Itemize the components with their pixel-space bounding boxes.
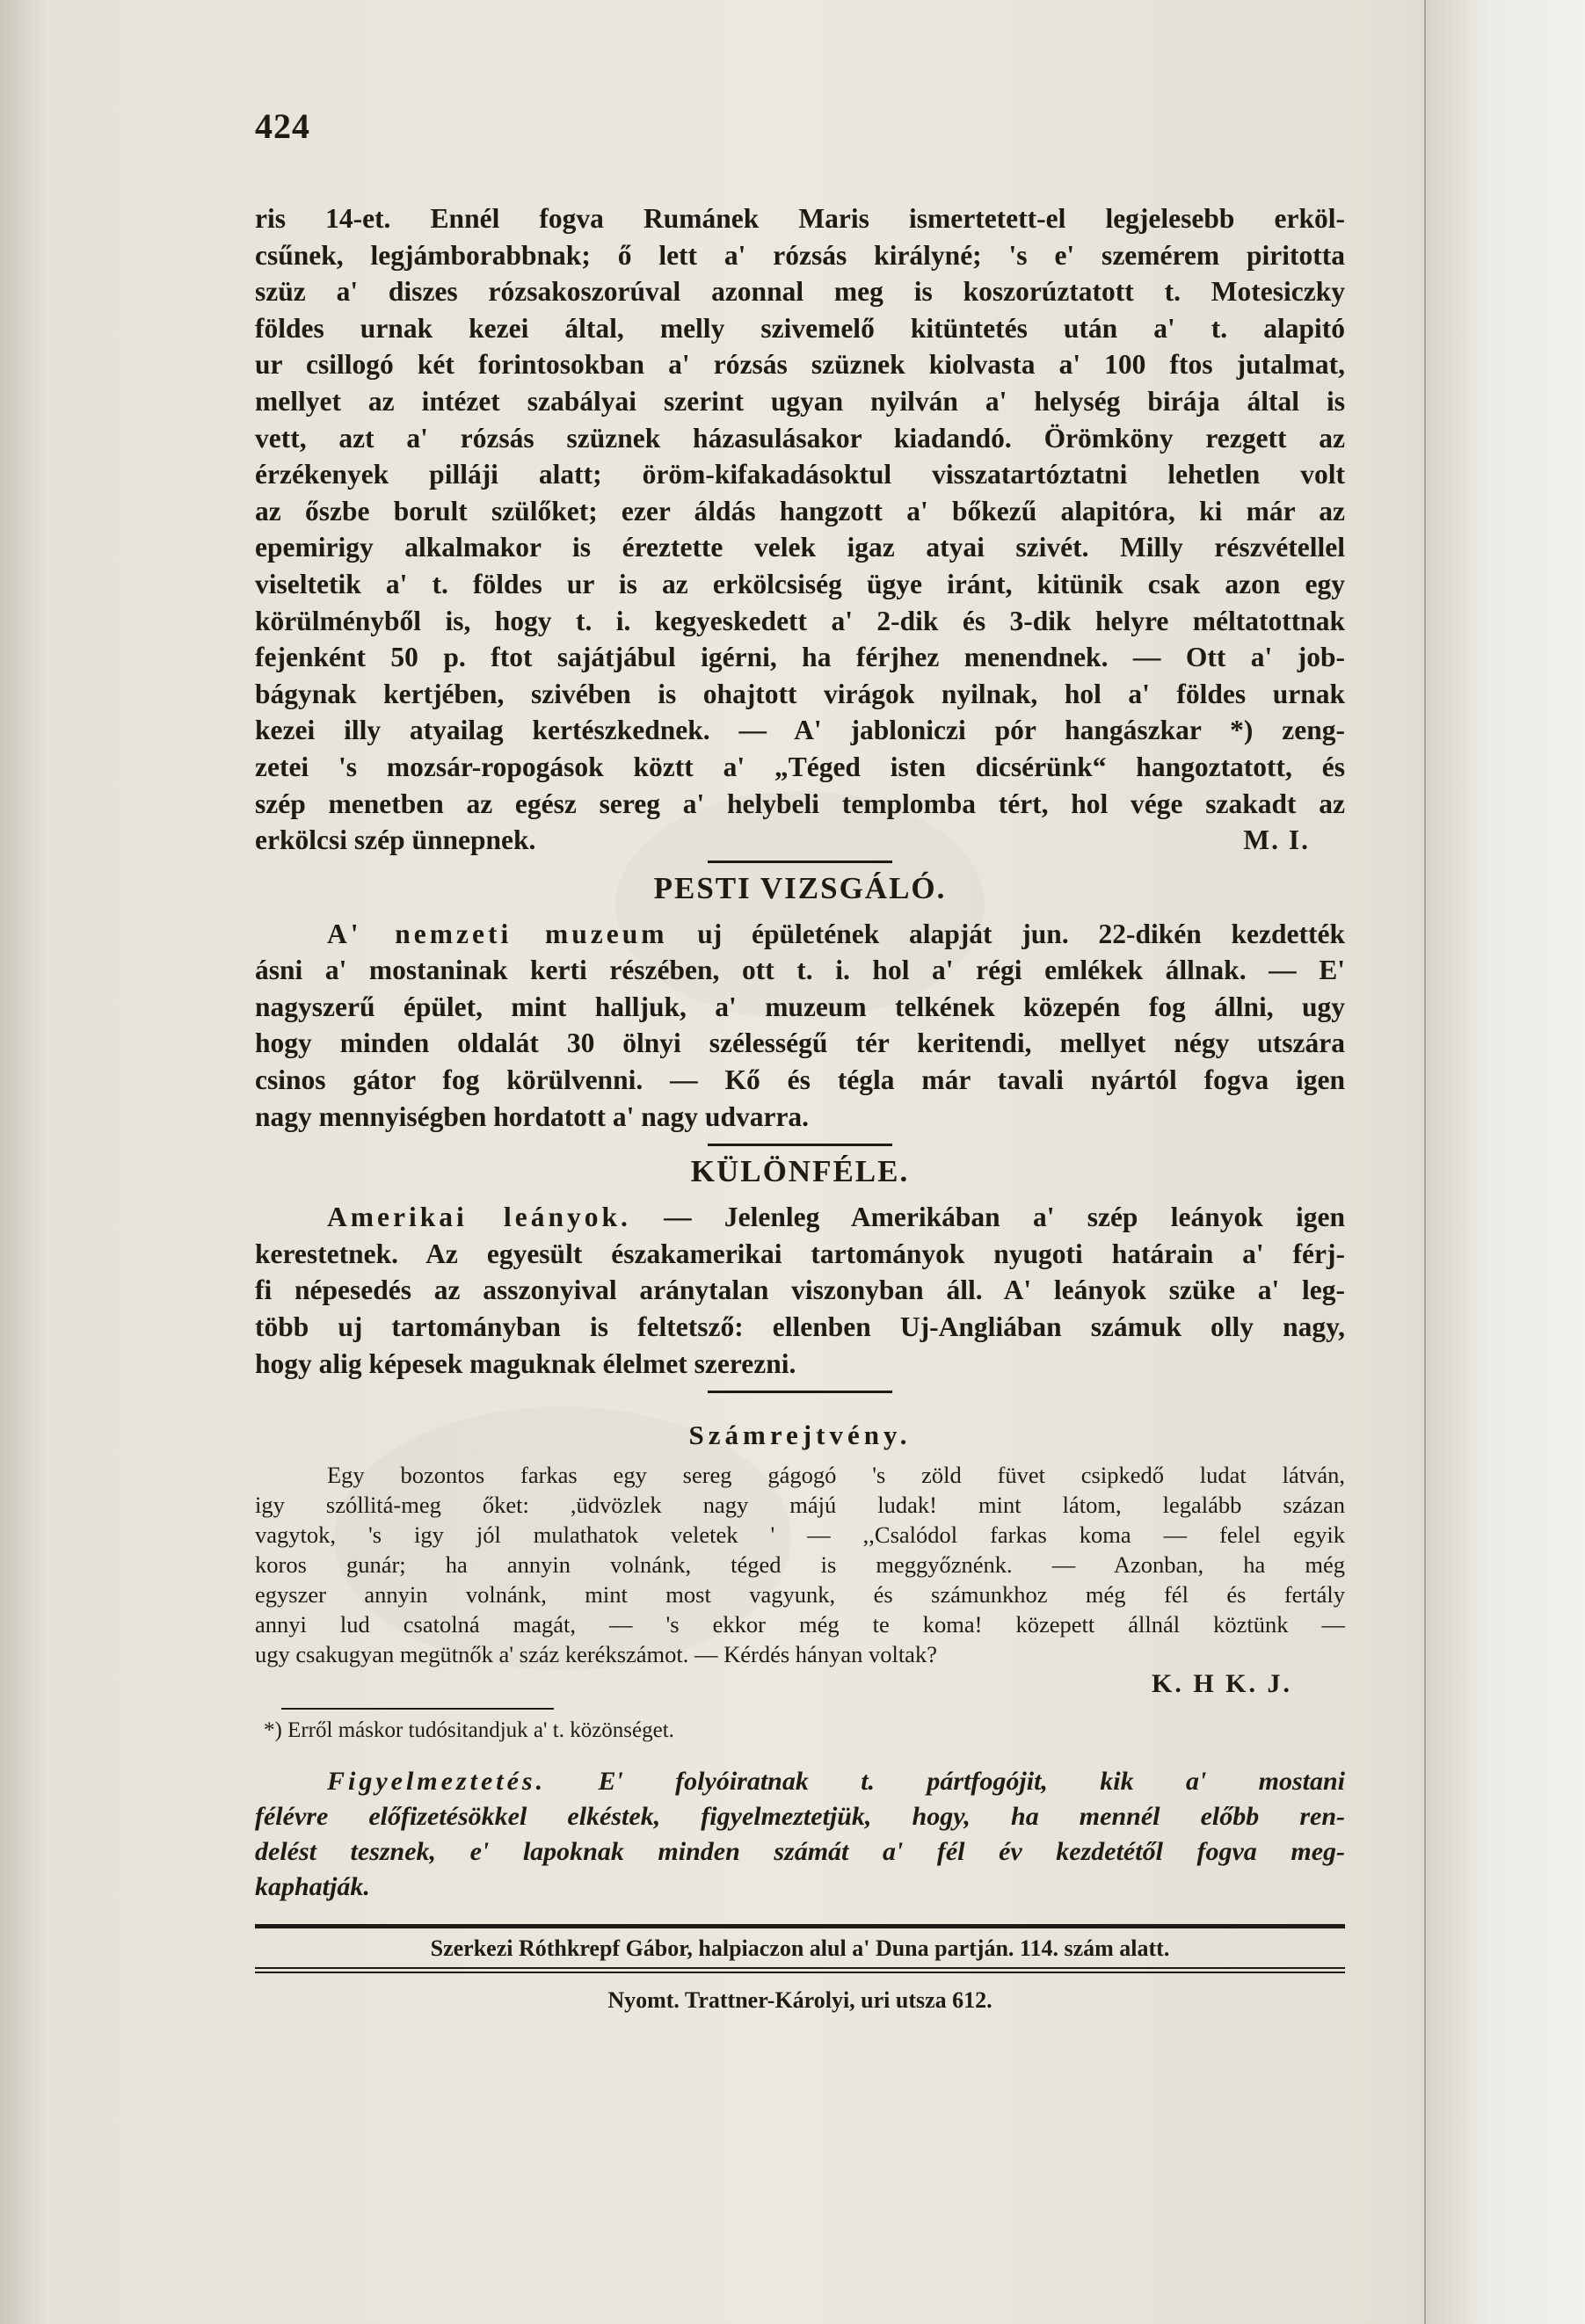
author-initials: M. I. [1243,824,1310,856]
lead-phrase: A' nemzeti muzeum [327,918,668,949]
riddle-title: Számrejtvény. [688,1420,912,1451]
text-line [255,916,1345,953]
text-line: mellyet az intézet szabályai szerint ugyan nyilván a' helység birája által is [255,385,1345,417]
text-line: nagyszerű épület, mint halljuk, a' muzeum telkének közepén fog állni, ugy [255,991,1345,1022]
text-line: delést tesznek, e' lapoknak minden számát a' fél év kezdetétől fogva meg- [255,1837,1345,1867]
riddle-text [255,1460,1345,1699]
section-divider [708,861,892,863]
section-heading-pesti-vizsgalo: PESTI VIZSGÁLÓ. [653,870,947,905]
body-text [255,200,1345,2015]
text-line: annyi lud csatolná magát, — 's ekkor még te koma! közepett állnál köztünk — [255,1611,1345,1638]
text-line: körülményből is, hogy t. i. kegyeskedett a' 2-dik és 3-dik helyre méltatottnak [255,605,1345,636]
text-line: vagytok, 's igy jól mulathatok veletek ' — ,,Csalódol farkas koma — felel egyik [255,1521,1345,1549]
text-line: csűnek, legjámborabbnak; ő lett a' rózsás királyné; 's e' szemérem piritotta [255,239,1345,271]
text-line: hogy alig képesek maguknak élelmet szerezni. [255,1347,796,1379]
text-line: bágynak kertjében, szivében is ohajtott virágok nyilnak, hol a' földes urnak [255,678,1345,709]
imprint-rule [255,1924,1345,1928]
text-line: nagy mennyiségben hordatott a' nagy udvarra. [255,1100,810,1132]
text-line: szép menetben az egész sereg a' helybeli templomba tért, hol vége szakadt az [255,788,1345,819]
text-line: érzékenyek pilláji alatt; öröm-kifakadásoktul visszatartóztatni lehetlen volt [255,459,1345,490]
section-divider [708,1144,892,1146]
text-line: epemirigy alkalmakor is éreztette velek igaz atyai szivét. Milly részvétellel [255,532,1345,563]
printer-imprint: Nyomt. Trattner-Károlyi, uri utsza 612. [607,1987,992,2014]
text-line: az őszbe borult szülőket; ezer áldás hangzott a' bőkezű alapitóra, ki már az [255,495,1345,527]
text-line: földes urnak kezei által, melly szivemelő kitüntetés után a' t. alapitó [255,312,1345,344]
riddle-signature: K. H K. J. [1151,1669,1292,1699]
text-line: zetei 's mozsár-ropogások köztt a' „Téged isten dicsérünk“ hangoztatott, és [255,751,1345,782]
page-number: 424 [255,106,310,146]
next-page-edge [1424,0,1585,2324]
text-fragment: — Jelenleg Amerikában a' szép leányok igen [630,1202,1345,1233]
text-line: ur csillogó két forintosokban a' rózsás szüznek kiolvasta a' 100 ftos jutalmat, [255,349,1345,381]
text-line: hogy minden oldalát 30 ölnyi szélességű tér keritendi, mellyet négy utszára [255,1028,1345,1059]
text-line: több uj tartományban is feltetsző: ellenben Uj-Angliában számuk olly nagy, [255,1311,1345,1343]
text-line: viseltetik a' t. földes ur is az erkölcsiség ügye iránt, kitünik csak azon egy [255,568,1345,599]
text-line: félévre előfizetésökkel elkéstek, figyelmeztetjük, hogy, ha mennél előbb ren- [255,1802,1345,1832]
text-fragment: uj épületének alapját jun. 22-dikén kezdették [667,918,1345,949]
text-line [255,1764,1345,1799]
subscription-notice [255,1764,1345,1905]
lead-phrase: Figyelmeztetés. [327,1767,547,1797]
text-line: fi népesedés az asszonyival aránytalan viszonyban áll. A' leányok szüke a' leg- [255,1275,1345,1306]
text-line: kaphatják. [255,1872,370,1902]
text-line: szüz a' diszes rózsakoszorúval azonnal meg is koszorúztatott t. Motesiczky [255,276,1345,308]
text-line: kezei illy atyailag kertészkednek. — A' jabloniczi pór hangászkar *) zeng- [255,715,1345,746]
article-continuation [255,200,1345,859]
lead-phrase: Amerikai leányok. [327,1202,631,1233]
text-line: Egy bozontos farkas egy sereg gágogó 's zöld füvet csipkedő ludat látván, [327,1462,1345,1489]
text-line: ris 14-et. Ennél fogva Rumánek Maris ismertetett-el legjelesebb erköl- [255,203,1345,234]
section-heading-kulonfele: KÜLÖNFÉLE. [690,1154,910,1189]
text-line: ugy csakugyan megütnők a' száz kerékszámot. — Kérdés hányan voltak? [255,1641,937,1668]
text-line: erkölcsi szép ünnepnek. [255,824,536,856]
text-line [255,1199,1345,1236]
imprint-double-rule [255,1967,1345,1973]
footnote-rule [281,1708,554,1710]
footnote: *) Erről máskor tudósitandjuk a' t. közönséget. [264,1718,674,1743]
text-line: koros gunár; ha annyin volnánk, téged is meggyőznénk. — Azonban, ha még [255,1551,1345,1579]
text-line: ásni a' mostaninak kerti részében, ott t. i. hol a' régi emlékek állnak. — E' [255,955,1345,986]
text-line: fejenként 50 p. ftot sajátjábul igérni, ha férjhez menendnek. — Ott a' job- [255,642,1345,673]
text-line: csinos gátor fog körülvenni. — Kő és tégla már tavali nyártól fogva igen [255,1064,1345,1096]
text-line: kerestetnek. Az egyesült északamerikai tartományok nyugoti határain a' férj- [255,1238,1345,1269]
section-divider [708,1391,892,1393]
text-fragment: E' folyóiratnak t. pártfogójit, kik a' mostani [546,1767,1345,1797]
text-line: egyszer annyin volnánk, mint most vagyunk, és számunkhoz még fél és fertály [255,1581,1345,1609]
text-line: igy szóllitá-meg őket: ,üdvözlek nagy májú ludak! mint látom, legalább százan [255,1492,1345,1519]
editor-imprint: Szerkezi Róthkrepf Gábor, halpiaczon alul a' Duna partján. 114. szám alatt. [430,1935,1170,1962]
text-line: vett, azt a' rózsás szüznek házasulásakor kiadandó. Örömköny rezgett az [255,422,1345,454]
article-ending [255,822,1345,859]
